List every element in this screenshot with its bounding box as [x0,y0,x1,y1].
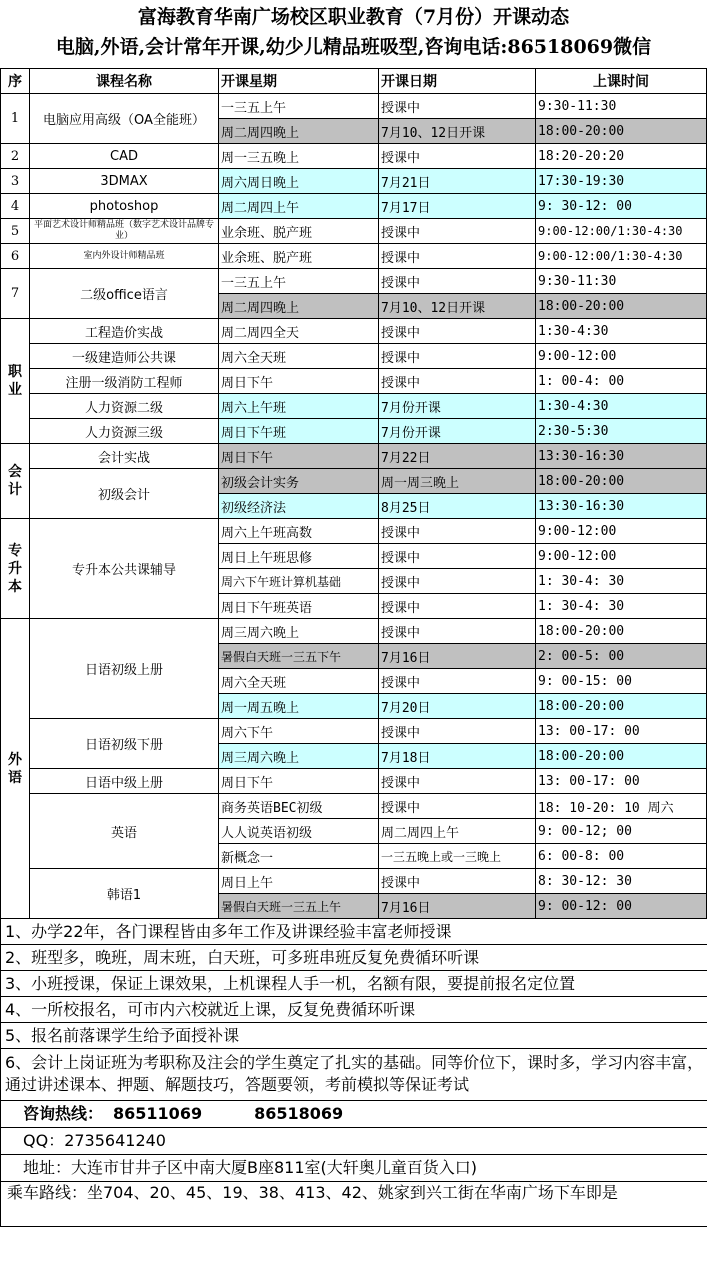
course-date: 授课中 [379,544,536,569]
course-weekday: 周二周四全天 [219,319,379,344]
course-time: 1:30-4:30 [536,394,707,419]
course-name: 专升本公共课辅导 [30,519,219,619]
course-time: 9: 30-12: 00 [536,194,707,219]
course-weekday: 周日下午 [219,369,379,394]
note-item: 1、办学22年，各门课程皆由多年工作及讲课经验丰富老师授课 [1,919,707,945]
address-row: 地址：大连市甘井子区中南大厦B座811室(大轩奥儿童百货入口) [1,1155,707,1182]
course-time: 9:30-11:30 [536,269,707,294]
course-date: 授课中 [379,269,536,294]
table-row [1,794,707,819]
notes-section [0,919,707,1227]
course-name: 日语初级下册 [30,719,219,769]
note-item: 3、小班授课，保证上课效果，上机课程人手一机，名额有限，要提前报名定位置 [1,971,707,997]
course-time: 9:00-12:00 [536,544,707,569]
course-weekday: 新概念一 [219,844,379,869]
course-weekday: 周六上午班 [219,394,379,419]
course-date: 8月25日 [379,494,536,519]
course-date: 授课中 [379,369,536,394]
course-time: 9:30-11:30 [536,94,707,119]
course-time: 18:00-20:00 [536,694,707,719]
course-weekday: 周一周五晚上 [219,694,379,719]
header-class-time: 上课时间 [536,69,707,94]
header-start-date: 开课日期 [379,69,536,94]
course-name: 日语初级上册 [30,619,219,719]
course-date: 授课中 [379,94,536,119]
course-weekday: 周六全天班 [219,669,379,694]
course-name: 初级会计 [30,469,219,519]
course-time: 18:00-20:00 [536,119,707,144]
course-time: 13:30-16:30 [536,444,707,469]
course-date: 7月18日 [379,744,536,769]
course-time: 18:00-20:00 [536,744,707,769]
course-weekday: 周六全天班 [219,344,379,369]
course-weekday: 周日下午 [219,769,379,794]
course-time: 8: 30-12: 30 [536,869,707,894]
course-name: 英语 [30,794,219,869]
course-date: 授课中 [379,344,536,369]
course-name: 室内外设计师精品班 [30,244,219,269]
note-item: 6、会计上岗证班为考职称及注会的学生奠定了扎实的基础。同等价位下，课时多，学习内容丰富，通过讲述课本、押题、解题技巧，答题要领，考前模拟等保证考试 [1,1049,707,1101]
course-weekday: 人人说英语初级 [219,819,379,844]
course-name: 人力资源二级 [30,394,219,419]
course-weekday: 初级经济法 [219,494,379,519]
course-weekday: 业余班、脱产班 [219,219,379,244]
course-weekday: 周六上午班高数 [219,519,379,544]
course-time: 1: 30-4: 30 [536,594,707,619]
table-row [1,394,707,419]
course-time: 18:00-20:00 [536,294,707,319]
table-row [1,219,707,244]
group-label-upgrade: 专升本 [1,519,30,619]
course-date: 7月份开课 [379,394,536,419]
course-weekday: 初级会计实务 [219,469,379,494]
course-weekday: 周三周六晚上 [219,744,379,769]
course-time: 9:00-12:00 [536,344,707,369]
course-name: 注册一级消防工程师 [30,369,219,394]
note-item: 4、一所校报名，可市内六校就近上课，反复免费循环听课 [1,997,707,1023]
course-weekday: 周日上午班思修 [219,544,379,569]
course-name: 人力资源三级 [30,419,219,444]
note-item: 2、班型多，晚班，周末班，白天班，可多班串班反复免费循环听课 [1,945,707,971]
course-weekday: 周日上午 [219,869,379,894]
course-weekday: 周六周日晚上 [219,169,379,194]
course-date: 周一周三晚上 [379,469,536,494]
row-index: 1 [1,94,30,144]
qq-row: QQ：2735641240 [1,1128,707,1155]
course-date: 7月22日 [379,444,536,469]
course-time: 17:30-19:30 [536,169,707,194]
table-row [1,169,707,194]
course-schedule-table [0,68,707,919]
course-weekday: 一三五上午 [219,269,379,294]
course-weekday: 周日下午班 [219,419,379,444]
course-date: 7月21日 [379,169,536,194]
table-header-row [1,69,707,94]
header-index: 序 [1,69,30,94]
note-item: 5、报名前落课学生给予面授补课 [1,1023,707,1049]
course-time: 13:30-16:30 [536,494,707,519]
course-date: 授课中 [379,669,536,694]
course-date: 授课中 [379,719,536,744]
course-date: 7月16日 [379,644,536,669]
group-label-vocational: 职业 [1,319,30,444]
table-row [1,719,707,744]
course-time: 13: 00-17: 00 [536,719,707,744]
course-time: 9: 00-12; 00 [536,819,707,844]
course-date: 授课中 [379,794,536,819]
course-time: 18:20-20:20 [536,144,707,169]
course-time: 1: 30-4: 30 [536,569,707,594]
row-index: 7 [1,269,30,319]
hotline-number: 86511069 [113,1104,203,1123]
course-time: 18:00-20:00 [536,619,707,644]
row-index: 5 [1,219,30,244]
course-time: 9: 00-12: 00 [536,894,707,919]
course-weekday: 周六下午班计算机基础 [219,569,379,594]
course-time: 9:00-12:00 [536,519,707,544]
course-time: 13: 00-17: 00 [536,769,707,794]
course-date: 授课中 [379,869,536,894]
course-name: 3DMAX [30,169,219,194]
course-date: 7月17日 [379,194,536,219]
course-weekday: 周六下午 [219,719,379,744]
title-line-2: 电脑,外语,会计常年开课,幼少儿精品班吸型,咨询电话:86518069微信 [55,36,652,58]
course-name: 电脑应用高级（OA全能班） [30,94,219,144]
course-date: 授课中 [379,619,536,644]
course-name: 平面艺术设计师精品班（数字艺术设计品牌专业） [30,219,219,244]
table-row [1,194,707,219]
table-row [1,369,707,394]
table-row [1,469,707,494]
course-time: 1:30-4:30 [536,319,707,344]
course-date: 7月份开课 [379,419,536,444]
course-name: CAD [30,144,219,169]
table-row [1,344,707,369]
course-date: 授课中 [379,319,536,344]
course-weekday: 商务英语BEC初级 [219,794,379,819]
table-row [1,619,707,644]
course-date: 授课中 [379,519,536,544]
row-index: 2 [1,144,30,169]
course-weekday: 周二周四晚上 [219,119,379,144]
row-index: 6 [1,244,30,269]
course-weekday: 暑假白天班一三五下午 [219,644,379,669]
course-date: 7月16日 [379,894,536,919]
course-time: 1: 00-4: 00 [536,369,707,394]
hotline-row [1,1101,707,1128]
table-row [1,94,707,119]
course-time: 6: 00-8: 00 [536,844,707,869]
table-row [1,144,707,169]
table-row [1,244,707,269]
course-weekday: 一三五上午 [219,94,379,119]
group-label-accounting: 会计 [1,444,30,519]
course-time: 18: 10-20: 10 周六 [536,794,707,819]
course-weekday: 周二周四晚上 [219,294,379,319]
course-name: 会计实战 [30,444,219,469]
course-name: 韩语1 [30,869,219,919]
course-name: 一级建造师公共课 [30,344,219,369]
row-index: 4 [1,194,30,219]
course-time: 2: 00-5: 00 [536,644,707,669]
course-weekday: 周日下午班英语 [219,594,379,619]
course-date: 周二周四上午 [379,819,536,844]
page-title [0,0,707,68]
course-time: 2:30-5:30 [536,419,707,444]
course-weekday: 周日下午 [219,444,379,469]
course-weekday: 暑假白天班一三五上午 [219,894,379,919]
course-name: photoshop [30,194,219,219]
table-row [1,419,707,444]
course-date: 授课中 [379,244,536,269]
course-time: 9: 00-15: 00 [536,669,707,694]
table-row [1,444,707,469]
header-course-name: 课程名称 [30,69,219,94]
course-date: 授课中 [379,144,536,169]
course-date: 授课中 [379,769,536,794]
group-label-foreign-language: 外语 [1,619,30,919]
course-date: 一三五晚上或一三晚上 [379,844,536,869]
header-weekday: 开课星期 [219,69,379,94]
course-weekday: 周一三五晚上 [219,144,379,169]
table-row [1,769,707,794]
course-time: 9:00-12:00/1:30-4:30 [536,244,707,269]
course-time: 9:00-12:00/1:30-4:30 [536,219,707,244]
table-row [1,269,707,294]
course-weekday: 周三周六晚上 [219,619,379,644]
course-name: 工程造价实战 [30,319,219,344]
table-row [1,519,707,544]
course-date: 7月10、12日开课 [379,119,536,144]
course-date: 7月20日 [379,694,536,719]
hotline-label: 咨询热线： [23,1104,104,1123]
course-date: 7月10、12日开课 [379,294,536,319]
course-date: 授课中 [379,219,536,244]
row-index: 3 [1,169,30,194]
table-row [1,319,707,344]
course-date: 授课中 [379,569,536,594]
course-weekday: 周二周四上午 [219,194,379,219]
title-line-1: 富海教育华南广场校区职业教育（7月份）开课动态 [137,6,570,28]
course-time: 18:00-20:00 [536,469,707,494]
hotline-number: 86518069 [254,1104,344,1123]
table-row [1,869,707,894]
course-weekday: 业余班、脱产班 [219,244,379,269]
bus-route-row: 乘车路线：坐704、20、45、19、38、413、42、姚家到兴工街在华南广场下车即是 [1,1182,707,1227]
course-date: 授课中 [379,594,536,619]
course-name: 二级office语言 [30,269,219,319]
course-name: 日语中级上册 [30,769,219,794]
